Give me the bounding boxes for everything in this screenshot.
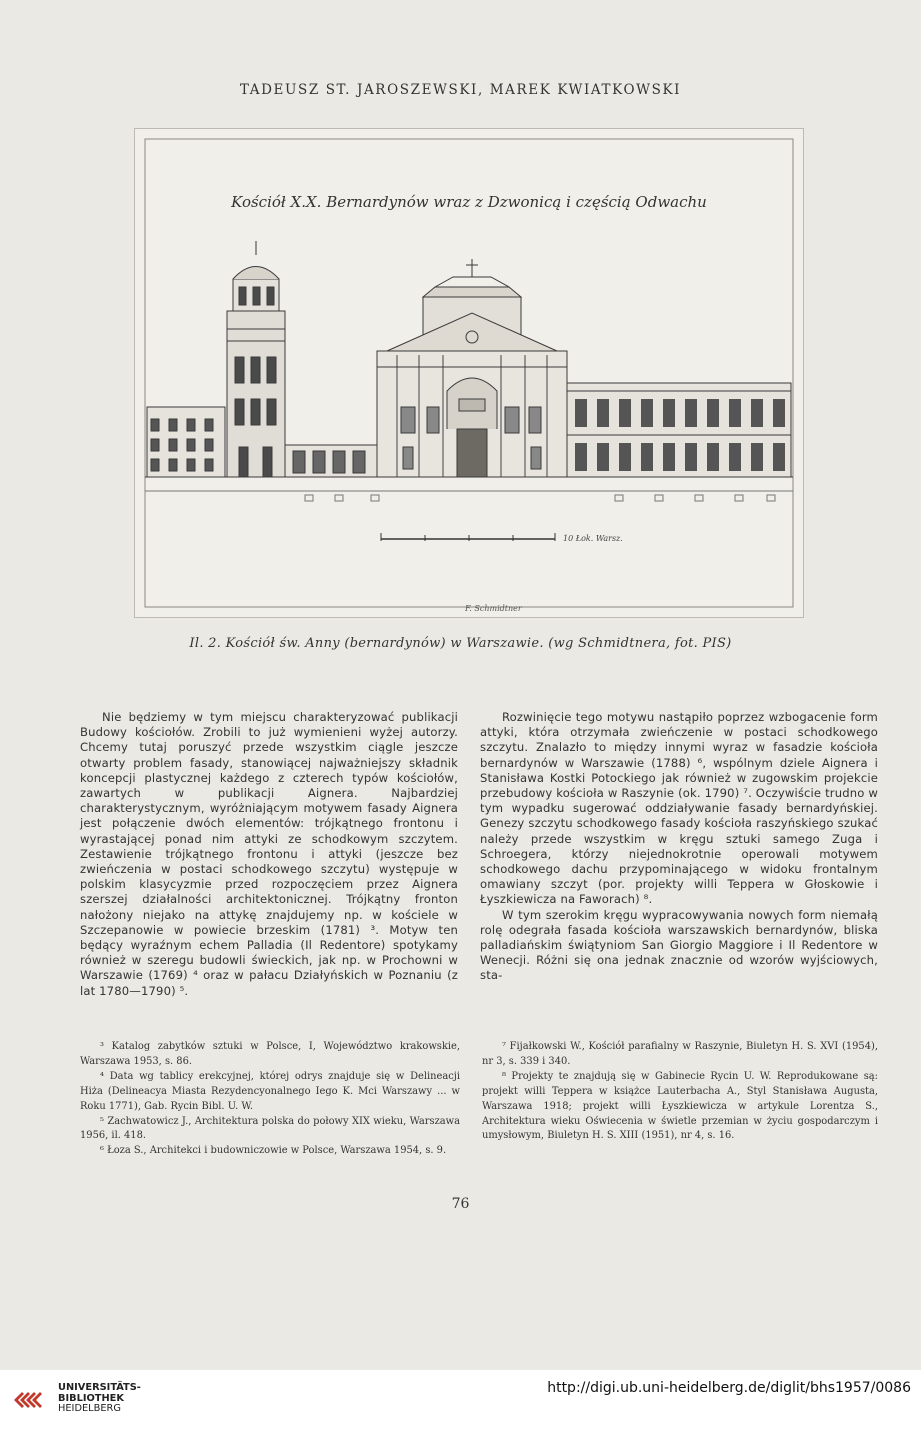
- footnote: ⁵ Zachwatowicz J., Architektura polska do połowy XIX wieku, Warszawa 1956, il. 418.: [80, 1115, 460, 1142]
- footnote: ⁴ Data wg tablicy erekcyjnej, której odrys znajduje się w Delineacji Hiża (Delineacya Miasta Rezydencyonalnego Iego K. Mci Warszawy ... w Roku 1771), Gab. Rycin Bibl. U. W.: [80, 1070, 460, 1112]
- university-library-logo-icon: [10, 1380, 50, 1420]
- library-name: [58, 1383, 141, 1415]
- footnotes-right: [482, 1040, 878, 1144]
- running-head: TADEUSZ ST. JAROSZEWSKI, MAREK KWIATKOWSKI: [239, 82, 682, 98]
- body-paragraph: Rozwinięcie tego motywu nastąpiło poprzez wzbogacenie form attyki, która otrzymała zwieńczenie w postaci schodkowego szczytu. Znalazło to między innymi wyraz w fasadzie kościoła bernardynów w Warszawie (1788) ⁶, wspólnym dziele Aignera i Stanisława Kostki Potockiego jak również w zugowskim projekcie przebudowy kościoła w Raszynie (ok. 1790) ⁷. Oczywiście trudno w tym wypadku sugerować oddziaływanie fasady bernardyńskiej. Genezy szczytu schodkowego fasady kościoła raszyńskiego szukać należy przede wszystkim w kręgu sztuki samego Zuga i Schroegera, którzy niejednokrotnie operowali motywem schodkowego dachu przypominającego w widoku frontalnym omawiany szczyt (por. projekty willi Teppera w Głoskowie i Łyszkiewicza na Faworach) ⁸.: [480, 710, 878, 907]
- facade-drawing: [145, 241, 793, 501]
- library-name-line: UNIVERSITÄTS-: [58, 1382, 141, 1393]
- source-url-link[interactable]: http://digi.ub.uni-heidelberg.de/diglit/bhs1957/0086: [547, 1380, 911, 1396]
- library-name-line: BIBLIOTHEK: [58, 1392, 124, 1404]
- footnote: ⁷ Fijałkowski W., Kościół parafialny w Raszynie, Biuletyn H. S. XVI (1954), nr 3, s. 339 i 340.: [482, 1041, 878, 1067]
- scale-bar: [381, 533, 623, 543]
- church-drawing: [135, 129, 803, 617]
- footnote: ⁸ Projekty te znajdują się w Gabinecie Rycin U. W. Reprodukowane są: projekt willi Teppera w książce Lauterbacha A., Styl Stanisława Augusta, Warszawa 1918; projekt willi Łyszkiewicza w artykule Lorentza S., Architektura wieku Oświecenia w świetle przemian w życiu gospodarczym i umysłowym, Biuletyn H. S. XIII (1951), nr 4, s. 16.: [482, 1070, 878, 1142]
- library-name-line: HEIDELBERG: [58, 1403, 121, 1414]
- body-paragraph: Nie będziemy w tym miejscu charakteryzować publikacji Budowy kościołów. Zrobili to już wymienieni wyżej autorzy. Chcemy tutaj poruszyć przede wszystkim ciągle jeszcze otwarty problem fasady, stanowiącej najważniejszy składnik koncepcji plastycznej każdego z czterech typów kościołów, zawartych w publikacji Aignera. Najbardziej charakterystycznym, wyróżniającym motywem fasady Aignera jest połączenie dwóch elementów: trójkątnego frontonu i wyrastającej ponad nim attyki ze schodkowym szczytem. Zestawienie trójkątnego frontonu i attyki (jeszcze bez zwieńczenia w postaci schodkowego szczytu) występuje w polskim klasycyzmie przed rozpoczęciem przez Aignera szerszej działalności architektonicznej. Trójkątny fronton nałożony niejako na attykę znajdujemy np. w kościele w Szczepanowie w powiecie brzeskim (1781) ³. Motyw ten będący wyraźnym echem Palladia (Il Redentore) spotykamy również w szeregu budowli świeckich, jak np. w Prochowni w Warszawie (1769) ⁴ oraz w pałacu Działyńskich w Poznaniu (z lat 1780—1790) ⁵.: [80, 710, 458, 998]
- figure-church-elevation: [134, 128, 804, 618]
- footnotes-left: [80, 1040, 460, 1159]
- figure-caption: Il. 2. Kościół św. Anny (bernardynów) w Warszawie. (wg Schmidtnera, fot. PIS): [189, 636, 732, 651]
- drawing-inscription: Kościół X.X. Bernardynów wraz z Dzwonicą i częścią Odwachu: [231, 193, 707, 211]
- footnote: ³ Katalog zabytków sztuki w Polsce, I, Województwo krakowskie, Warszawa 1953, s. 86.: [80, 1041, 460, 1067]
- body-column-right: [480, 710, 878, 984]
- page-number: 76: [451, 1196, 470, 1212]
- scale-label: 10 Łok. Warsz.: [563, 534, 623, 543]
- body-column-left: [80, 710, 458, 999]
- footnote: ⁶ Łoza S., Architekci i budowniczowie w Polsce, Warszawa 1954, s. 9.: [100, 1145, 447, 1157]
- drawing-signature: F. Schmidtner: [465, 604, 522, 613]
- body-paragraph: W tym szerokim kręgu wypracowywania nowych form niemałą rolę odegrała fasada kościoła warszawskich bernardynów, bliska palladiańskim świątyniom San Giorgio Maggiore i Il Redentore w Wenecji. Różni się ona jednak znacznie od wzorów wyjściowych, sta-: [480, 907, 878, 983]
